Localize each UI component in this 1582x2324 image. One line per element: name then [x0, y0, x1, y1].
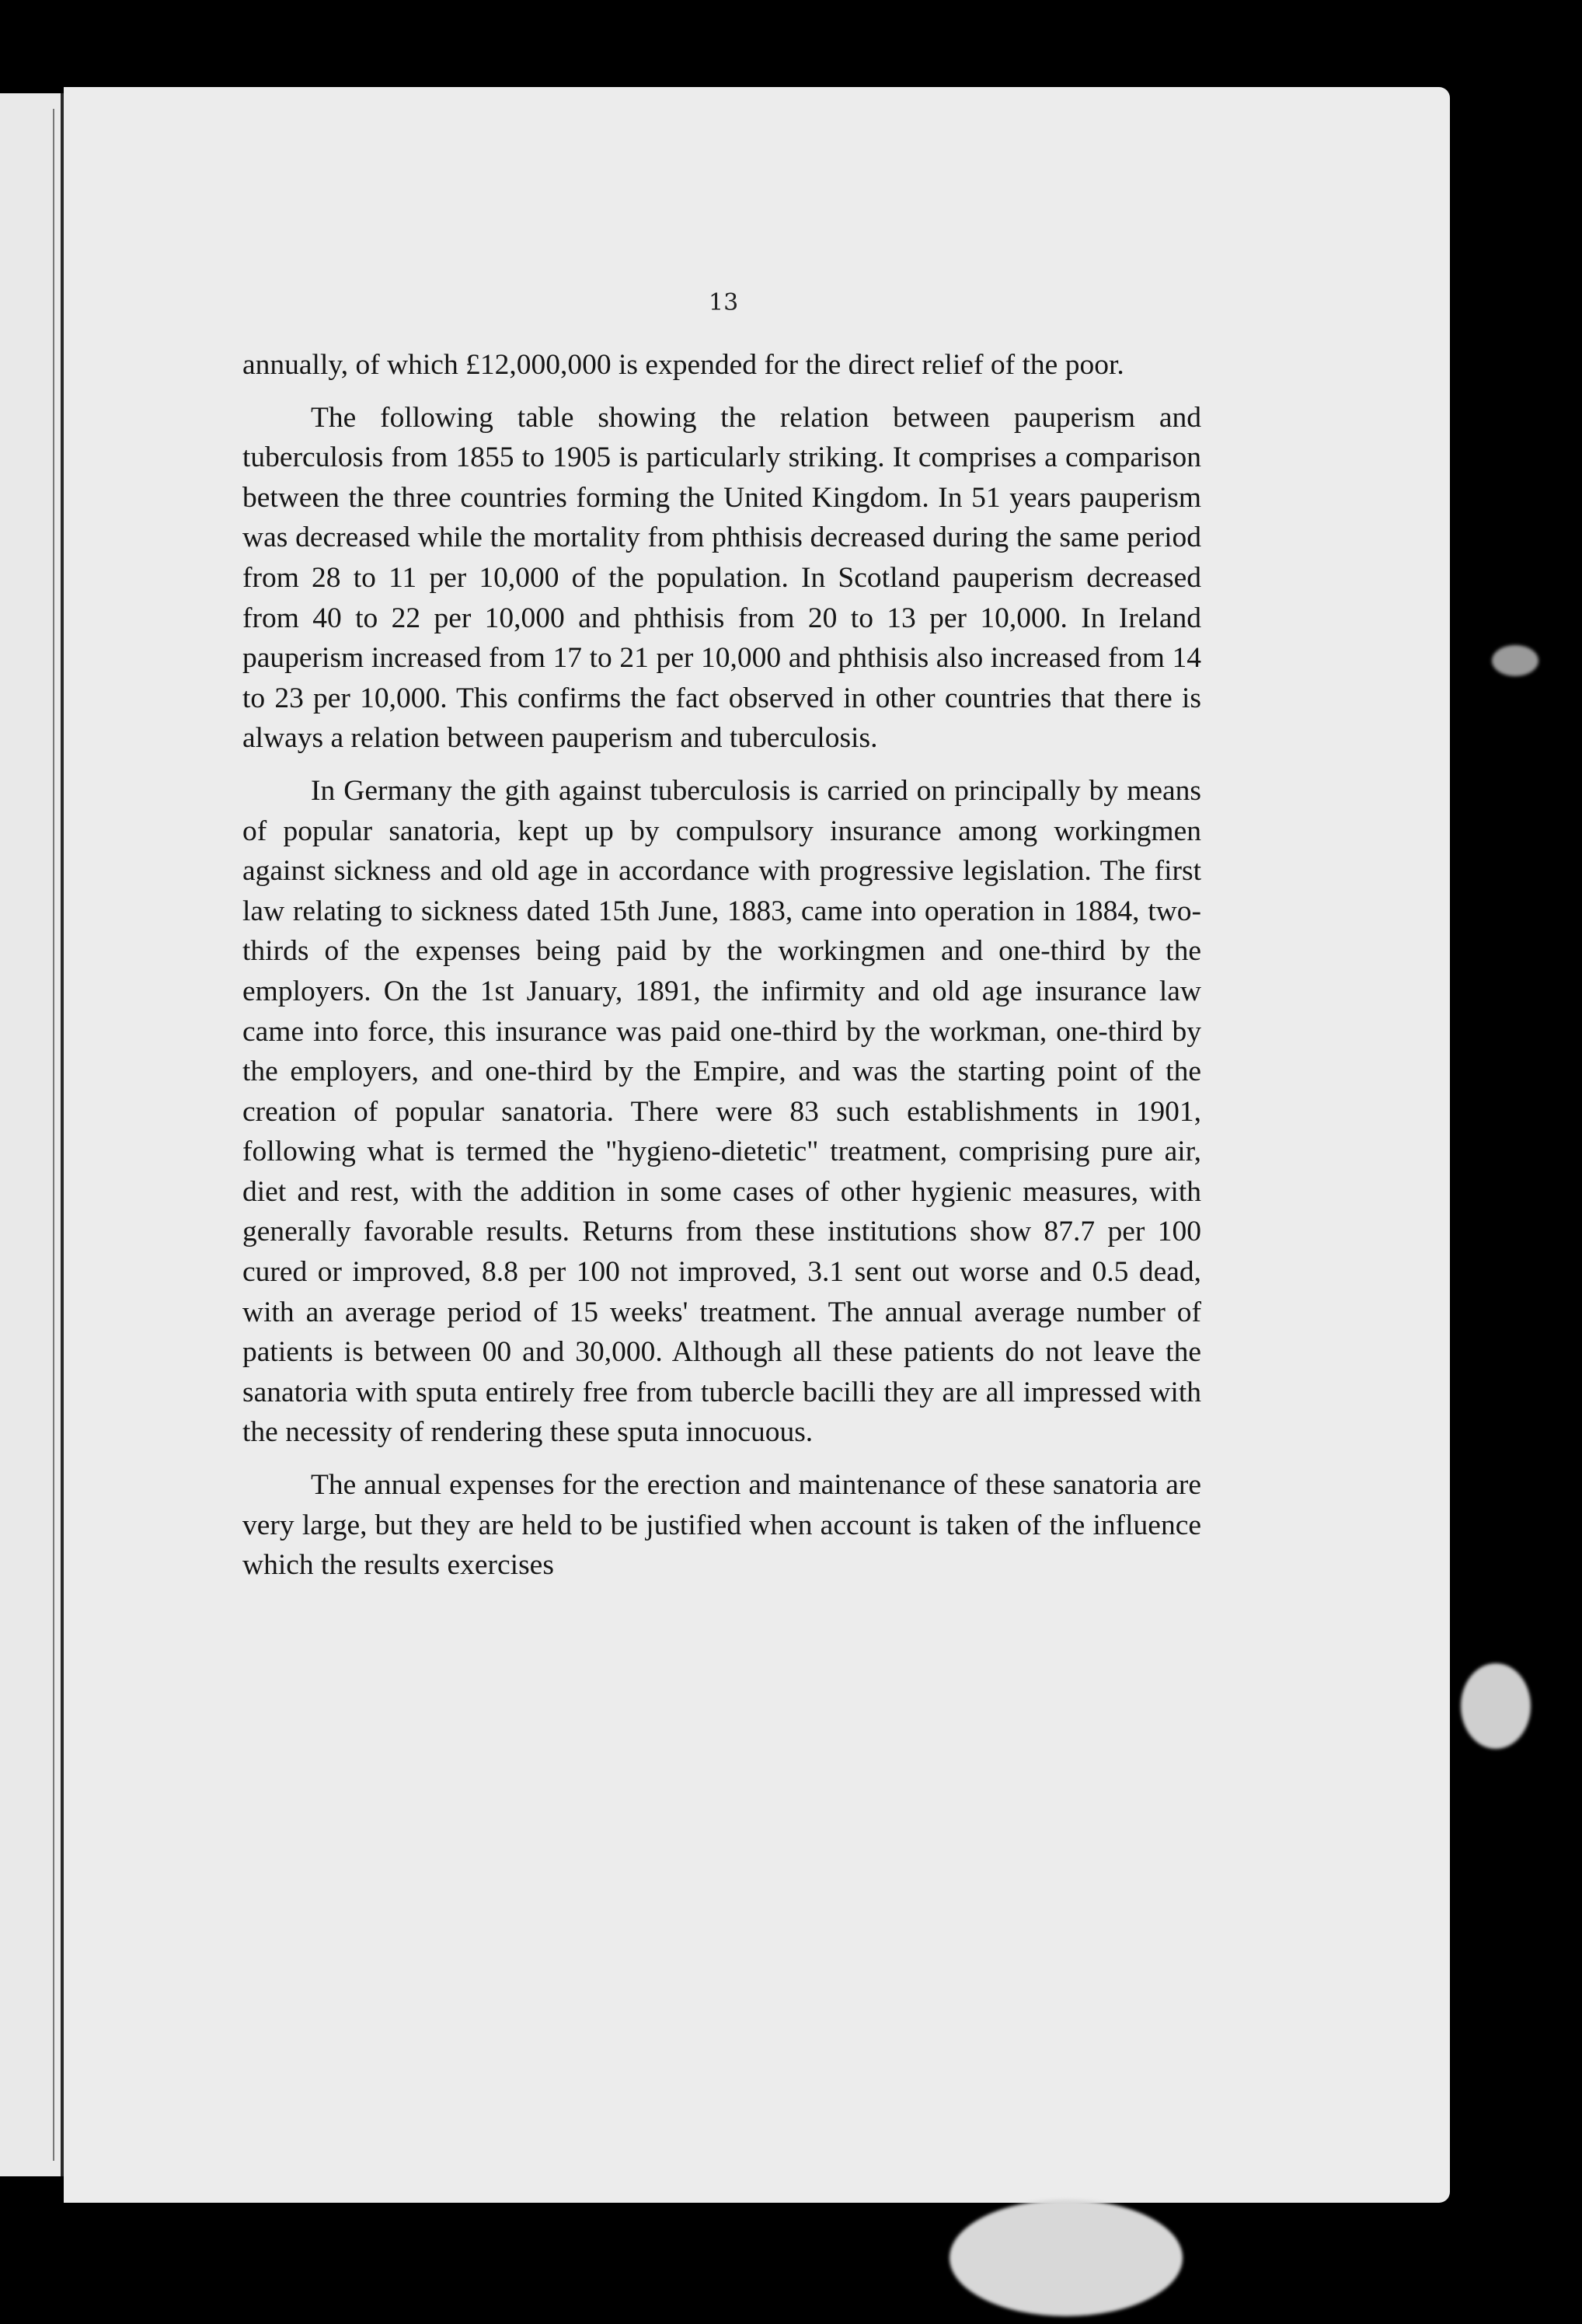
facing-page-fold-line	[53, 109, 54, 2161]
paragraph-3: In Germany the gith against tuberculosis is carried on principally by means of popular sanatoria, kept up by compulsory insurance among workingmen against sickness and old age in accordance with progressive legislation. The first law relating to sickness dated 15th June, 1883, came into operation in 1884, two-thirds of the expenses being paid by the workingmen and one-third by the employers. On the 1st January, 1891, the infirmity and old age insurance law came into force, this insurance was paid one-third by the workman, one-third by the employers, and one-third by the Empire, and was the starting point of the creation of popular sanatoria. There were 83 such establishments in 1901, following what is termed the "hygieno-dietetic" treatment, comprising pure air, diet and rest, with the addition in some cases of other hygienic measures, with generally favorable results. Returns from these institutions show 87.7 per 100 cured or improved, 8.8 per 100 not improved, 3.1 sent out worse and 0.5 dead, with an average period of 15 weeks' treatment. The annual average number of patients is between 00 and 30,000. Although all these patients do not leave the sanatoria with sputa entirely free from tubercle bacilli they are all impressed with the necessity of rendering these sputa innocuous.	[242, 774, 1201, 1449]
paragraph-2: The following table showing the relation between pauperism and tuberculosis from 1855 to 1905 is particularly striking. It comprises a comparison between the three countries forming the United Kingdom. In 51 years pauperism was decreased while the mortality from phthisis decreased during the same period from 28 to 11 per 10,000 of the population. In Scotland pauperism decreased from 40 to 22 per 10,000 and phthisis from 20 to 13 per 10,000. In Ireland pauperism increased from 17 to 21 per 10,000 and phthisis also increased from 14 to 23 per 10,000. This confirms the fact observed in other countries that there is always a relation between pauperism and tuberculosis.	[242, 401, 1201, 755]
paragraph-4: The annual expenses for the erection and maintenance of these sanatoria are very large, but they are held to be justified when account is taken of the influence which the results exercises	[242, 1469, 1201, 1582]
body-text	[242, 345, 1201, 1598]
facing-page-edge	[0, 93, 61, 2176]
paper-damage-blot	[1461, 1663, 1531, 1749]
paper-damage-blot	[1492, 645, 1538, 676]
page-number: 13	[709, 289, 739, 316]
paragraph-1: annually, of which £12,000,000 is expended for the direct relief of the poor.	[242, 349, 1124, 381]
paper-damage-blot	[950, 2200, 1183, 2316]
